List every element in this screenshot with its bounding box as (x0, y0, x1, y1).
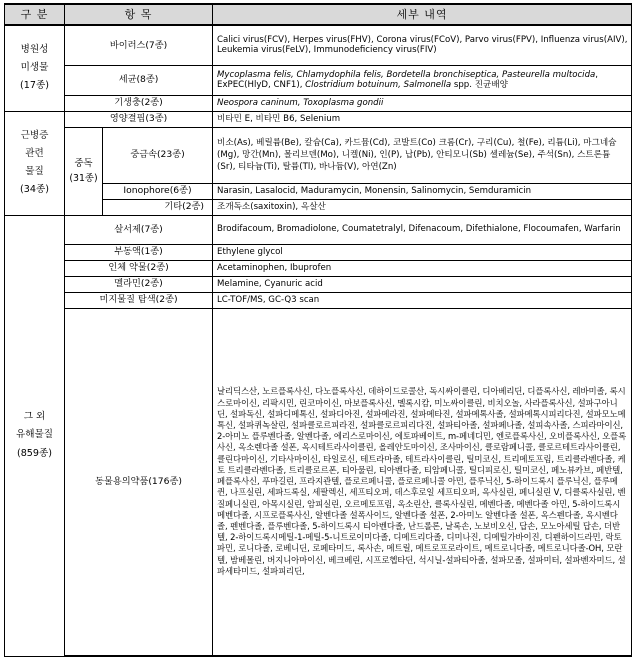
unknown-substance-detail: LC-TOF/MS, GC-Q3 scan (213, 292, 632, 308)
bacteria-label: 세균(8종) (65, 65, 213, 95)
header-item: 항 목 (65, 4, 213, 25)
group-disease-label: 근병증 관련 물질 (34종) (5, 111, 65, 215)
header-row (5, 4, 632, 25)
rodenticide-detail: Brodifacoum, Bromadiolone, Coumatetralyl, Difenacoum, Difethialone, Flocoumafen, Warfarin (213, 215, 632, 244)
group-etc-label: 그 외 유해물질 (859종) (5, 215, 65, 656)
table-row (5, 25, 632, 65)
heavy-metal-detail: 비소(As), 베릴륨(Be), 칼슘(Ca), 카드뮴(Cd), 코발트(Co) 크롬(Cr), 구리(Cu), 철(Fe), 리튬(Li), 마그네슘(Mg), 망간(Mn), 몰리브덴(Mo), 니켈(Ni), 인(P), 납(Pb), 안티모니(Sb) 셀레늄(Se), 주석(Sn), 스트론튬(Sr), 티타늄(Ti), 탈륨(Tl), 바나듐(V), 아연(Zn) (213, 127, 632, 183)
bacteria-detail (213, 65, 632, 95)
melamine-label: 멜라민(2종) (65, 276, 213, 292)
heavy-metal-label: 중금속(23종) (103, 127, 213, 183)
human-drug-detail: Acetaminophen, Ibuprofen (213, 260, 632, 276)
header-category: 구 분 (5, 4, 65, 25)
poison-label: 중독 (31종) (65, 127, 103, 215)
rodenticide-label: 살서제(7종) (65, 215, 213, 244)
content-table-wrapper (4, 3, 632, 657)
table-row (5, 215, 632, 244)
antifreeze-detail: Ethylene glycol (213, 244, 632, 260)
ionophore-detail: Narasin, Lasalocid, Maduramycin, Monensin, Salinomycin, Semduramicin (213, 183, 632, 199)
table-row (5, 127, 632, 183)
bacteria-plain-2: spp. 진균배양 (451, 80, 508, 90)
virus-detail: Calici virus(FCV), Herpes virus(FHV), Corona virus(FCoV), Parvo virus(FPV), Influenza virus(AIV), Leukemia virus(FeLV), Immunodeficiency virus(FIV) (213, 25, 632, 65)
antifreeze-label: 부동액(1종) (65, 244, 213, 260)
table-row (5, 260, 632, 276)
parasite-detail (213, 95, 632, 111)
substance-table (4, 3, 632, 657)
nutrition-detail: 비타민 E, 비타민 B6, Selenium (213, 111, 632, 127)
table-row (5, 244, 632, 260)
table-row (5, 276, 632, 292)
vet-drug-label: 동물용의약품(176종) (65, 308, 213, 656)
table-row (5, 308, 632, 656)
parasite-species: Neospora caninum, Toxoplasma gondii (217, 97, 384, 108)
bacteria-species-2: Clostridium botuinum, Salmonella (305, 80, 452, 90)
melamine-detail: Melamine, Cyanuric acid (213, 276, 632, 292)
unknown-substance-label: 미지물질 탐색(2종) (65, 292, 213, 308)
ionophore-label: Ionophore(6종) (103, 183, 213, 199)
vet-drug-detail: 날리딕스산, 노르플록사신, 다노플록사신, 데하이드로콜산, 독시싸이클린, 디아베리딘, 디플록사신, 레바미졸, 록시스로마이신, 리팍시민, 린코마이신, 마보플록사신, 멜록시캄, 미노싸이클린, 비치오놀, 사라플록사신, 설파구아니딘, 설파독신, 설파디메톡신, 설파디아진, 설파메라진, 설파메타진, 설파메톡사졸, 설파메톡시피리다진, 설파모노메톡신, 설파퀴녹살린, 설파클로르피라진, 설파클로르피리다진, 설파티아졸, 설파페나졸, 설피속사졸, 스피라마이신, 2-아미노 플루벤다졸, 알벤다졸, 에리스로마이신, 에토파베이트, m-페네디민, 엔로플록사신, 오비플록사신, 오플록사신, 옥소렌다졸 설폰, 옥시테트라사이클린, 올레안도마이신, 조사마이신, 클로람페니콜, 클로르테트라사이클린, 클린다마이신, 기타사마이신, 타일로신, 테트라마졸, 테트라사이클린, 틸미코신, 트리메토프림, 트리클라벤다졸, 케토 트리클라벤다졸, 트리클로르폰, 티아물린, 티아벤다졸, 티암페니콜, 틸디피로신, 틸미코신, 페노뷰카브, 페반텔, 페플록사신, 푸마길린, 프라지콴텔, 플로르페니콜, 플로르페니콜 아민, 플루닉신, 5-하이드록시 플루닉신, 플루메퀸, 나프실린, 세파드록실, 세팔렉신, 세프티오퍼, 데스후로일 세프티오퍼, 옥사실린, 페니실린 V, 디클록사실린, 벤질페니실린, 아목시실린, 암피실린, 오르메토프림, 옥소린산, 클록사실린, 메벤다졸, 메벤다졸 아민, 5-하이드록시 메벤다졸, 시프로플록사신, 알벤다졸 설폭사이드, 알벤다졸 설폰, 2-아미노 알벤다졸 설폰, 옥스펜다졸, 옥시벤다졸, 펜벤다졸, 플루벤다졸, 5-하이드록시 티아벤다졸, 난드롤론, 날록손, 노보비오신, 답손, 모노아세틸 답손, 더반텔, 2-하이드록시메틸-1-메틸-5-니트로이미다졸, 디메트리다졸, 디미나진, 디메틸가바이진, 디펜하이드라민, 락토파민, 로니다졸, 로베니딘, 로페타미드, 록사손, 메트릴, 메트로프로라이트, 메트로니다졸, 메트로니다졸-OH, 모란텔, 밤베몰린, 버지니아마이신, 베크베린, 시프로헵타딘, 석시닐-설파티아졸, 설파모졸, 설파미터, 설파벤자미드, 설파세타미드, 설파피리딘, (213, 308, 632, 656)
bacteria-plain-1: , ExPEC(HlyD, CNF1), (217, 69, 599, 90)
virus-label: 바이러스(7종) (65, 25, 213, 65)
table-row (5, 95, 632, 111)
other-toxin-label: 기타(2종) (103, 199, 213, 215)
human-drug-label: 인체 약물(2종) (65, 260, 213, 276)
table-row (5, 65, 632, 95)
other-toxin-detail: 조개독소(saxitoxin), 옥살산 (213, 199, 632, 215)
table-row (5, 111, 632, 127)
table-row (5, 292, 632, 308)
header-detail: 세부 내역 (213, 4, 632, 25)
bacteria-species-1: Mycoplasma felis, Chlamydophila felis, Bordetella bronchiseptica, Pasteurella multocida (217, 69, 596, 80)
group-microbe-label: 병원성 미생물 (17종) (5, 25, 65, 111)
parasite-label: 기생충(2종) (65, 95, 213, 111)
nutrition-label: 영양결핍(3종) (65, 111, 213, 127)
